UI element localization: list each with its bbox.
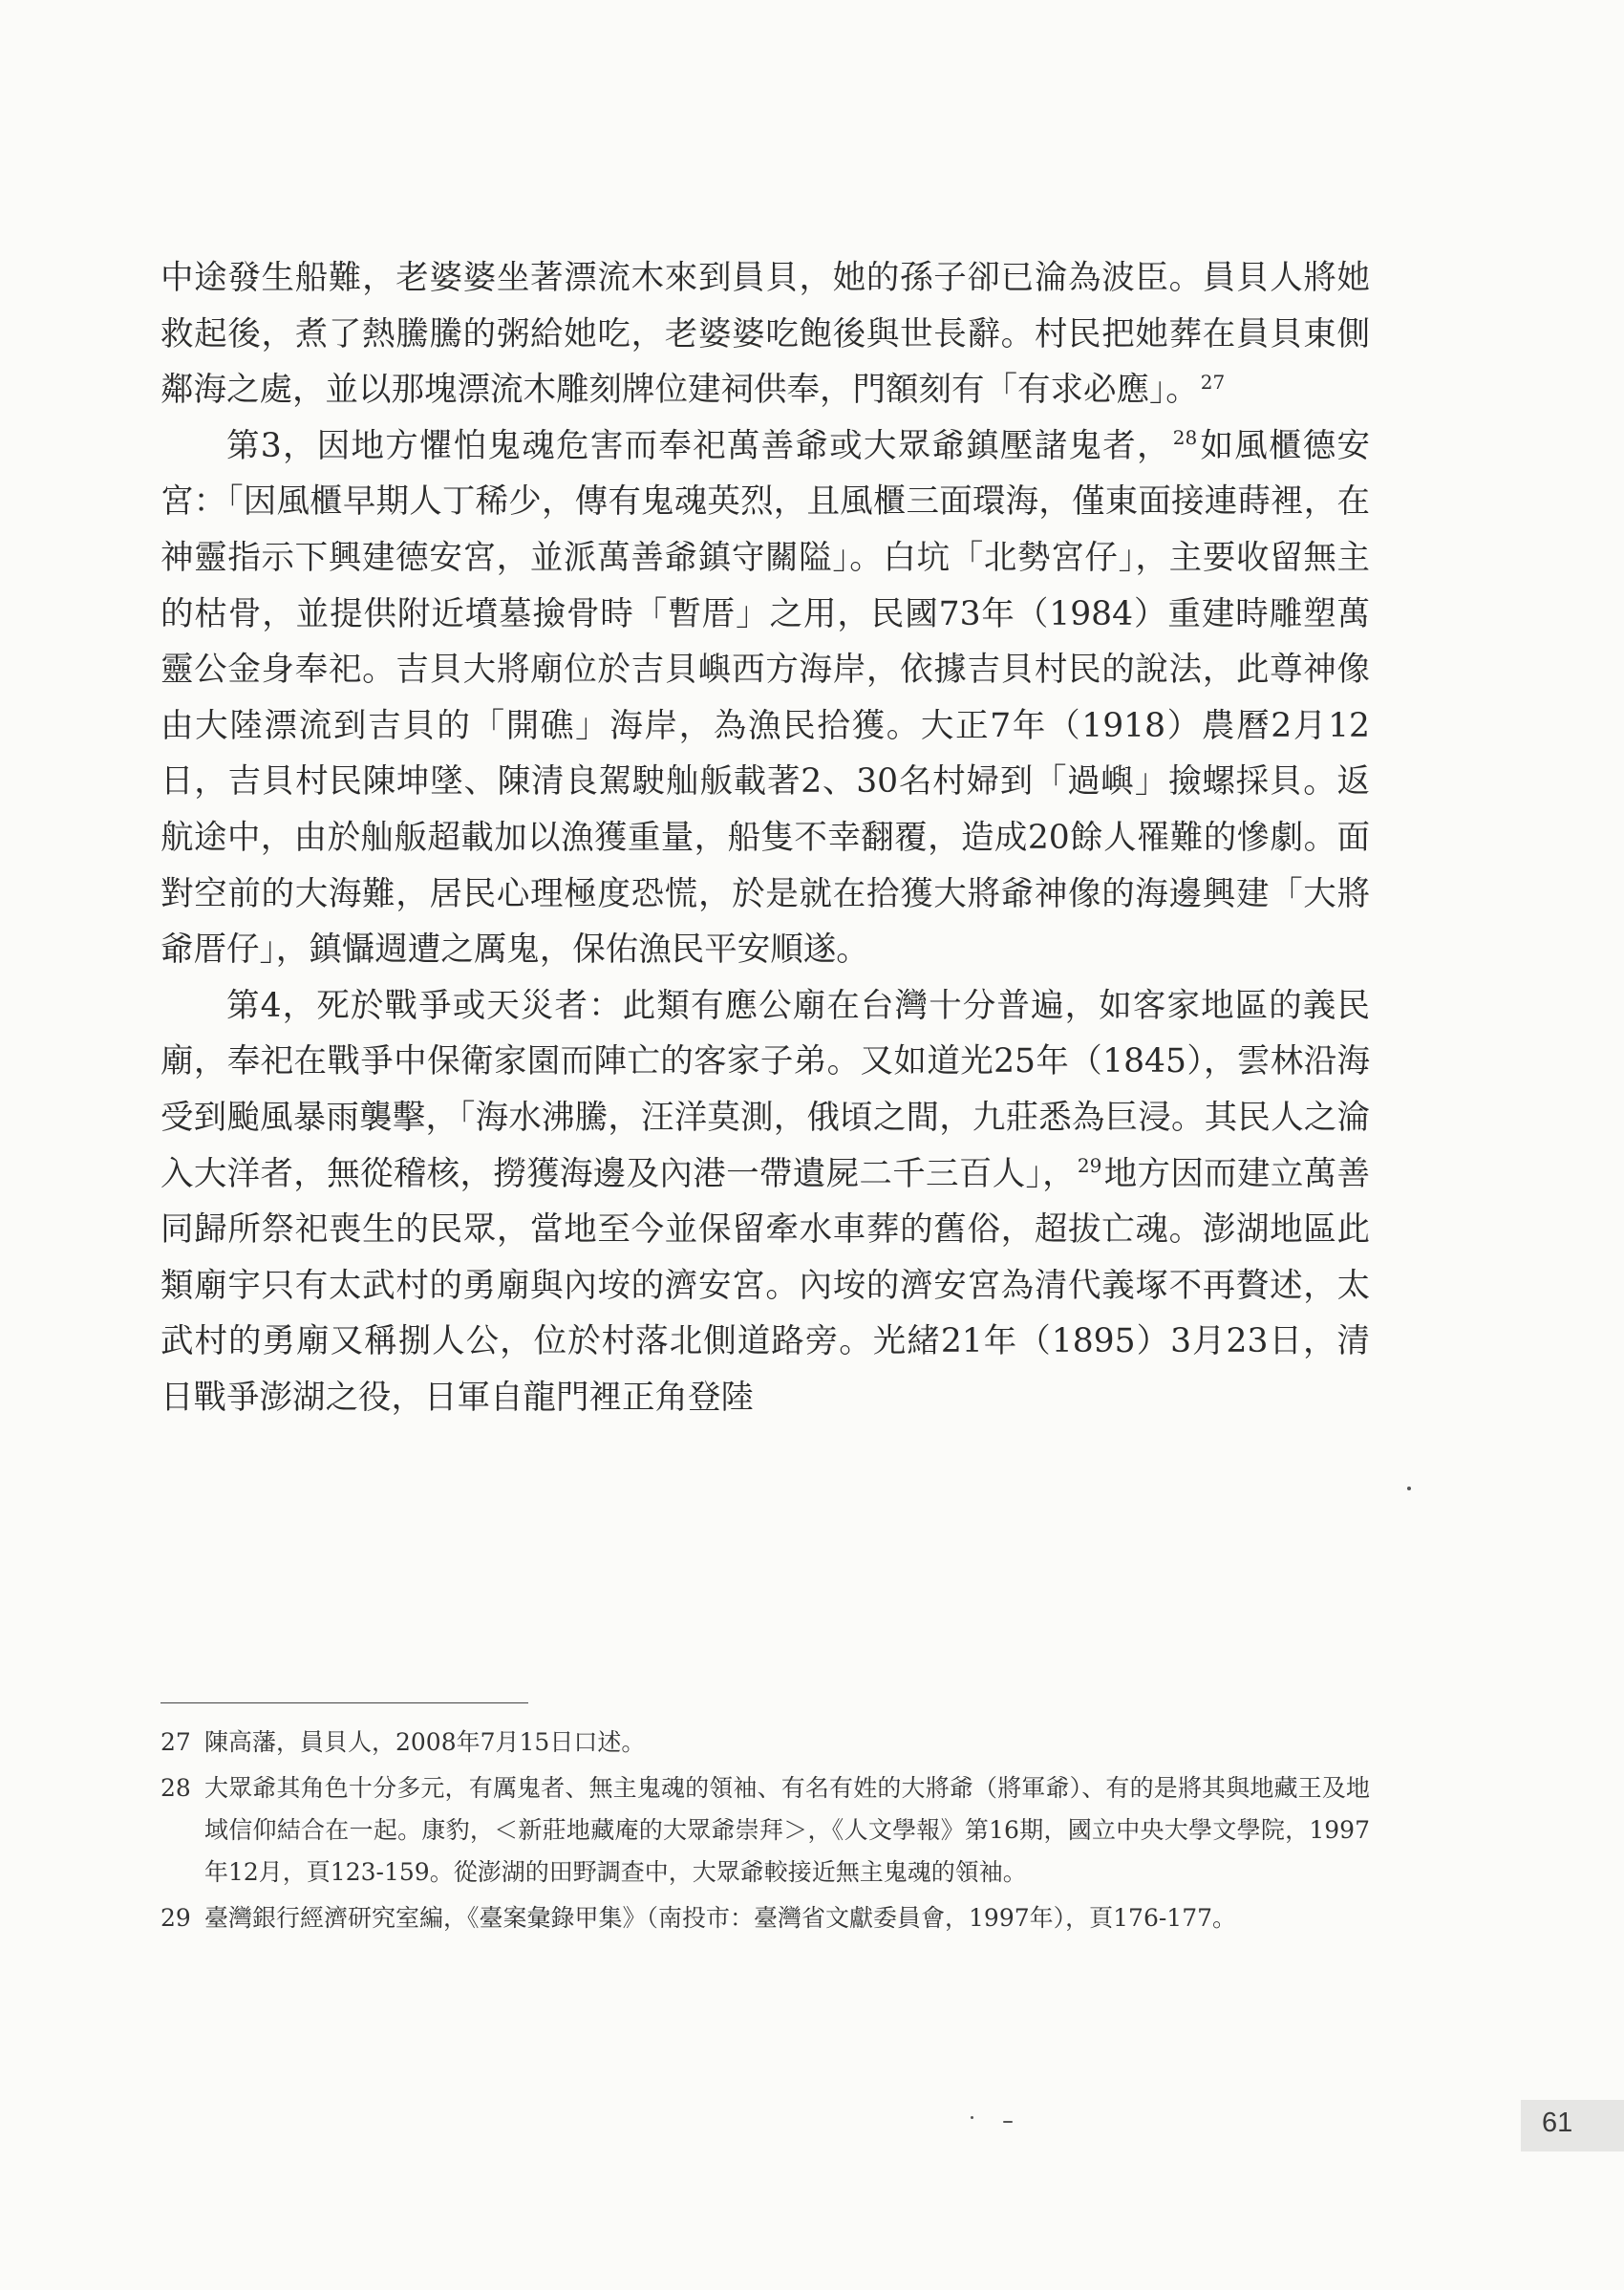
paragraph-text: 如風櫃德安宮：「因風櫃早期人丁稀少，傳有鬼魂英烈，且風櫃三面環海，僅東面接連蒔裡，在神靈指示下興建德安宮，並派萬善爺鎮守關隘」。白坑「北勢宮仔」，主要收留無主的枯骨，並提供附近墳墓撿骨時「暫厝」之用，民國73年（1984）重建時雕塑萬靈公金身奉祀。吉貝大將廟位於吉貝嶼西方海岸，依據吉貝村民的說法，此尊神像由大陸漂流到吉貝的「開礁」海岸，為漁民拾獲。大正7年（1918）農曆2月12日，吉貝村民陳坤墜、陳清良駕駛舢舨載著2、30名村婦到「過嶼」撿螺採貝。返航途中，由於舢舨超載加以漁獲重量，船隻不幸翻覆，造成20餘人罹難的慘劇。面對空前的大海難，居民心理極度恐慌，於是就在拾獲大將爺神像的海邊興建「大將爺厝仔」，鎮懾週遭之厲鬼，保佑漁民平安順遂。: [160, 426, 1371, 970]
paragraph-text: 中途發生船難，老婆婆坐著漂流木來到員貝，她的孫子卻已淪為波臣。員貝人將她救起後，煮了熱騰騰的粥給她吃，老婆婆吃飽後與世長辭。村民把她葬在員貝東側鄰海之處，並以那塊漂流木雕刻牌位建祠供奉，門額刻有「有求必應」。: [160, 259, 1370, 410]
scan-speck: [971, 2116, 973, 2119]
footnote-number: 27: [160, 1728, 191, 1756]
page-number: 61: [1542, 2108, 1573, 2138]
main-text: [160, 250, 1370, 1425]
footnote-text: 大眾爺其角色十分多元，有厲鬼者、無主鬼魂的領袖、有名有姓的大將爺（將軍爺）、有的是將其與地藏王及地域信仰結合在一起。康豹，＜新莊地藏庵的大眾爺崇拜＞，《人文學報》第16期，國立中央大學文學院，1997年12月，頁123-159。從澎湖的田野調查中，大眾爺較接近無主鬼魂的領袖。: [204, 1774, 1370, 1886]
footnotes: [160, 1722, 1370, 1943]
scan-speck: [1407, 1487, 1411, 1490]
footnote-text: 臺灣銀行經濟研究室編，《臺案彙錄甲集》（南投市：臺灣省文獻委員會，1997年），頁176-177。: [204, 1904, 1237, 1932]
paragraph-text: 第3，因地方懼怕鬼魂危害而奉祀萬善爺或大眾爺鎮壓諸鬼者，: [226, 426, 1171, 465]
paragraph-text: 地方因而建立萬善同歸所祭祀喪生的民眾，當地至今並保留牽水車葬的舊俗，超拔亡魂。澎湖地區此類廟宇只有太武村的勇廟與內垵的濟安宮。內垵的濟安宮為清代義塚不再贅述，太武村的勇廟又稱捌人公，位於村落北側道路旁。光緒21年（1895）3月23日，清日戰爭澎湖之役，日軍自龍門裡正角登陸: [160, 1154, 1370, 1417]
paragraph-text: 第4，死於戰爭或天災者：此類有應公廟在台灣十分普遍，如客家地區的義民廟，奉祀在戰爭中保衛家園而陣亡的客家子弟。又如道光25年（1845），雲林沿海受到颱風暴雨襲擊，「海水沸騰，汪洋莫測，俄頃之間，九莊悉為巨浸。其民人之淪入大洋者，無從稽核，撈獲海邊及內港一帶遺屍二千三百人」，: [160, 986, 1370, 1193]
footnote: [160, 1897, 1370, 1939]
footnote-number: 28: [160, 1774, 191, 1802]
paragraph: [160, 250, 1370, 418]
scan-speck: [1003, 2121, 1013, 2123]
footnote: [160, 1722, 1370, 1764]
paragraph: [160, 418, 1370, 978]
footnote: [160, 1767, 1370, 1894]
footnote-separator: [160, 1702, 528, 1703]
footnote-marker: 27: [1200, 370, 1226, 394]
footnote-marker: 29: [1077, 1154, 1102, 1177]
footnote-marker: 28: [1172, 426, 1198, 450]
footnote-number: 29: [160, 1904, 191, 1932]
footnote-text: 陳高藩，員貝人，2008年7月15日口述。: [204, 1728, 646, 1756]
paragraph: [160, 978, 1370, 1426]
